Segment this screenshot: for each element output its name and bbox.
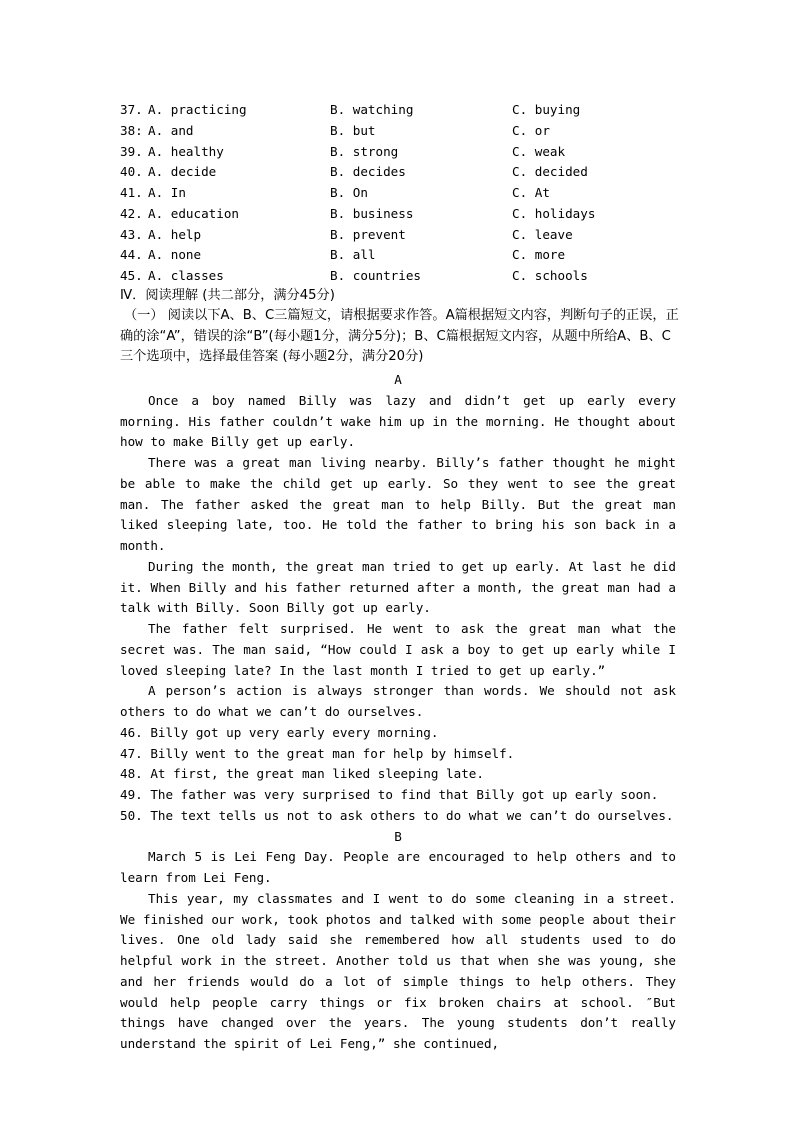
passage-b-paragraph: This year, my classmates and I went to do some cleaning in a street. We finished our work, took photos and talked with some people about their lives. One old lady said she remembered how all students used to do helpful work in the street. Another told us that when she was young, she and her friends would do a lot of simple things to help others. They would help people carry things or fix broken chairs at school. ″But things have changed over the years. The young students don’t really understand the spirit of Lei Feng,” she continued, xyxy=(120,890,676,1051)
option-row xyxy=(120,162,672,183)
true-false-statement: 47. Billy went to the great man for help by himself. xyxy=(120,745,515,761)
option-b: B. On xyxy=(330,185,368,200)
option-row xyxy=(120,204,672,225)
passage-a-paragraph: There was a great man living nearby. Billy’s father thought he might be able to make the child get up early. So they went to see the great man. The father asked the great man to help Billy. But the great man liked sleeping late, too. He told the father to bring his son back in a month. xyxy=(120,455,676,553)
option-row xyxy=(120,183,672,204)
question-number: 44. xyxy=(120,247,143,263)
option-a: A. help xyxy=(148,226,202,242)
section-title: Ⅳ．阅读理解 (共二部分，满分45分) xyxy=(120,288,335,303)
option-a: A. practicing xyxy=(148,102,247,117)
option-row xyxy=(120,142,672,163)
section-instructions: （一） 阅读以下A、B、C三篇短文，请根据要求作答。A篇根据短文内容，判断句子的正误，正确的涂“A”，错误的涂“B”(每小题1分，满分5分)；B、C篇根据短文内容，从题中所给A、B、C三个选项中，选择最佳答案 (每小题2分，满分20分) xyxy=(120,308,679,365)
question-number: 39. xyxy=(120,143,143,159)
question-number: 40. xyxy=(120,164,143,180)
option-a: A. healthy xyxy=(148,143,224,159)
option-c: C. more xyxy=(512,247,566,263)
true-false-statement: 50. The text tells us not to ask others to do what we can’t do ourselves. xyxy=(120,807,674,823)
option-row xyxy=(120,121,672,142)
option-b: B. strong xyxy=(330,143,399,159)
passage-a-paragraph: Once a boy named Billy was lazy and didn’t get up early every morning. His father couldn’t wake him up in the morning. He thought about how to make Billy get up early. xyxy=(120,392,676,450)
question-number: 38: xyxy=(120,122,143,138)
option-c: C. holidays xyxy=(512,205,596,221)
option-c: C. At xyxy=(512,185,550,200)
answer-options-list xyxy=(120,100,672,287)
option-c: C. buying xyxy=(512,102,581,117)
question-number: 45. xyxy=(120,268,143,283)
option-c: C. weak xyxy=(512,143,566,159)
option-b: B. decides xyxy=(330,164,406,180)
option-b: B. watching xyxy=(330,102,414,117)
option-b: B. business xyxy=(330,205,414,221)
true-false-statement: 49. The father was very surprised to find that Billy got up early soon. xyxy=(120,787,659,802)
option-a: A. decide xyxy=(148,164,217,180)
true-false-statement: 48. At first, the great man liked sleeping late. xyxy=(120,766,484,782)
option-b: B. countries xyxy=(330,268,421,283)
question-number: 42. xyxy=(120,205,143,221)
passage-a-heading: A xyxy=(394,372,402,387)
option-a: A. and xyxy=(148,122,194,138)
option-row xyxy=(120,266,672,287)
passage-a-paragraph: The father felt surprised. He went to ask the great man what the secret was. The man said, “How could I ask a boy to get up early while I loved sleeping late? In the last month I tried to get up early.” xyxy=(120,621,676,678)
option-c: C. leave xyxy=(512,226,573,242)
option-c: C. schools xyxy=(512,268,588,283)
true-false-statement: 46. Billy got up very early every morning. xyxy=(120,724,439,740)
option-b: B. all xyxy=(330,247,376,263)
option-row xyxy=(120,100,672,121)
option-b: B. prevent xyxy=(330,226,406,242)
passage-b-paragraph: March 5 is Lei Feng Day. People are encouraged to help others and to learn from Lei Feng. xyxy=(120,849,676,885)
option-a: A. In xyxy=(148,185,186,200)
option-c: C. decided xyxy=(512,164,588,180)
passage-b-heading: B xyxy=(394,828,402,844)
passage-a-paragraph: During the month, the great man tried to get up early. At last he did it. When Billy and his father returned after a month, the great man had a talk with Billy. Soon Billy got up early. xyxy=(120,558,676,616)
reading-passages xyxy=(120,370,676,1055)
option-c: C. or xyxy=(512,122,550,138)
option-a: A. none xyxy=(148,247,202,263)
option-a: A. classes xyxy=(148,268,224,283)
passage-a-paragraph: A person’s action is always stronger than words. We should not ask others to do what we can’t do ourselves. xyxy=(120,683,676,719)
option-a: A. education xyxy=(148,205,239,221)
question-number: 43. xyxy=(120,226,143,242)
question-number: 37. xyxy=(120,102,143,117)
option-row xyxy=(120,225,672,246)
option-b: B. but xyxy=(330,122,376,138)
question-number: 41. xyxy=(120,185,143,200)
option-row xyxy=(120,245,672,266)
